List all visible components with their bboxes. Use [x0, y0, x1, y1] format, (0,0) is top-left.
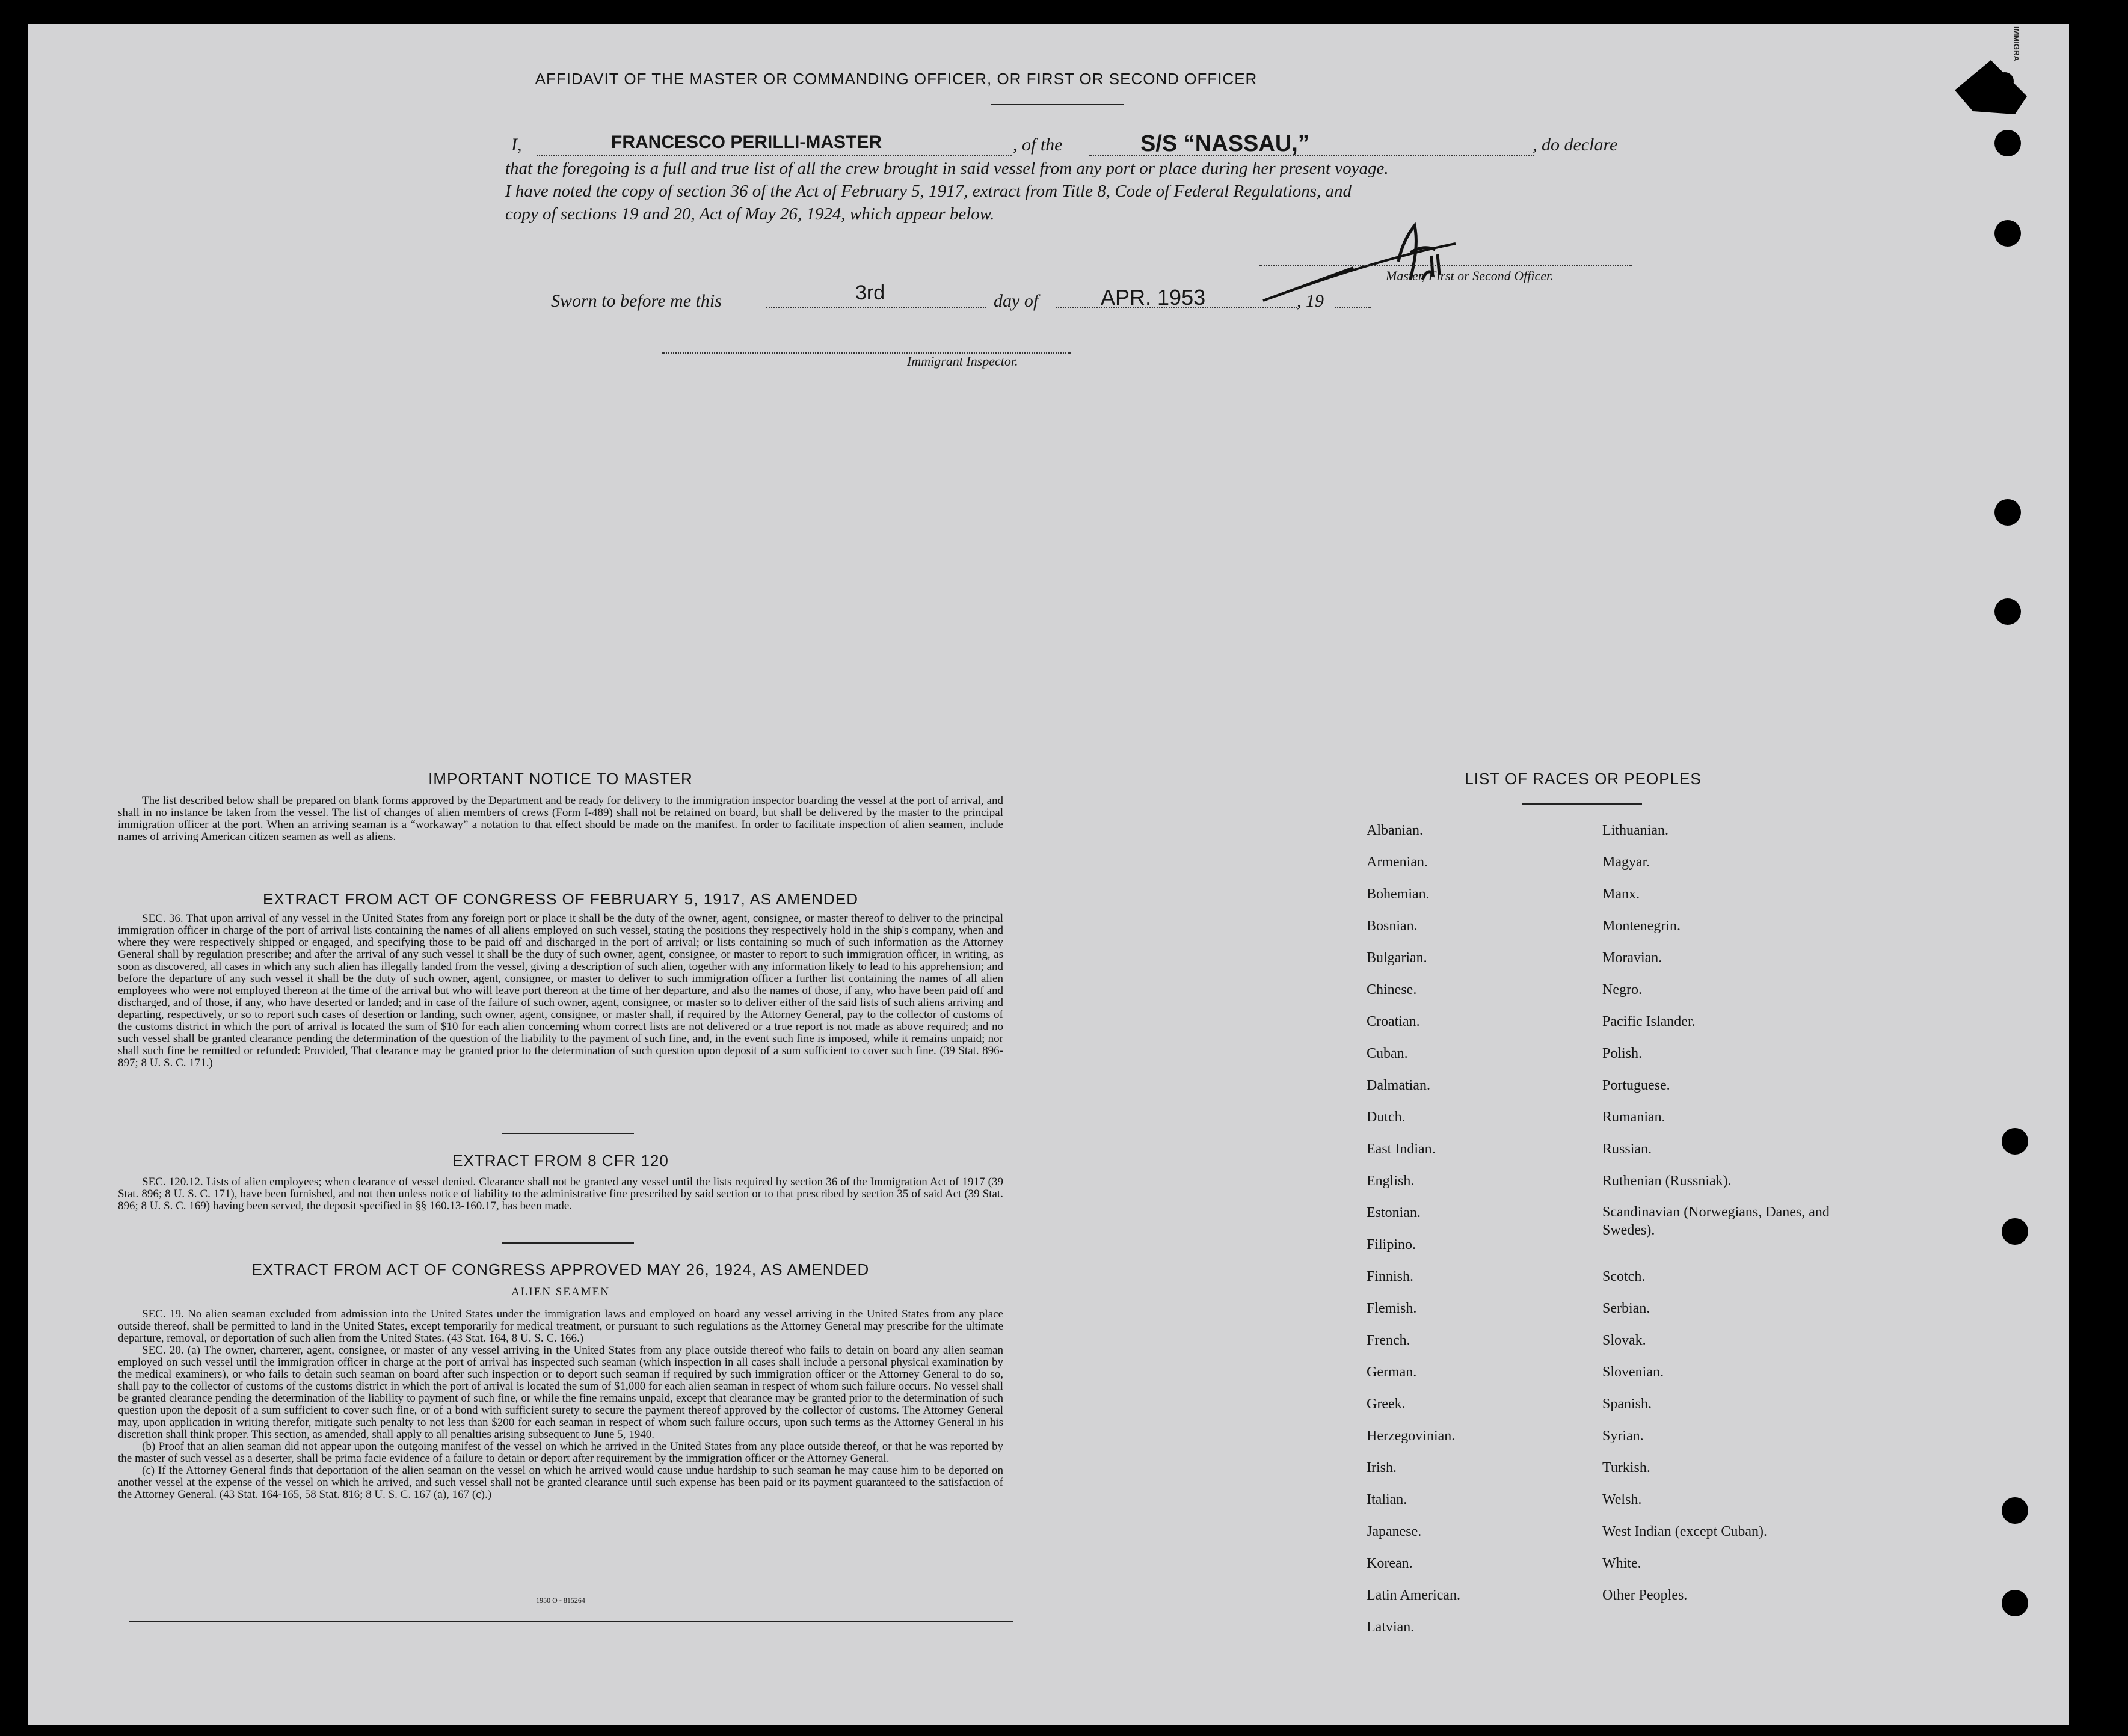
- print-code: 1950 O - 815264: [536, 1596, 585, 1604]
- title-rule: [991, 104, 1124, 105]
- race-item: Flemish.: [1367, 1301, 1417, 1316]
- cfr-title: EXTRACT FROM 8 CFR 120: [452, 1152, 669, 1170]
- do-declare-label: , do declare: [1533, 135, 1618, 155]
- punch-hole: [1996, 72, 2014, 90]
- sworn-day-value: 3rd: [855, 281, 885, 304]
- punch-hole: [1994, 598, 2021, 625]
- race-item: Manx.: [1602, 886, 1640, 902]
- declarant-name-line: [537, 154, 1012, 156]
- race-item: Herzegovinian.: [1367, 1428, 1456, 1444]
- races-title: LIST OF RACES OR PEOPLES: [1465, 770, 1702, 788]
- race-item: Filipino.: [1367, 1237, 1416, 1253]
- race-item: Welsh.: [1602, 1492, 1642, 1507]
- punch-hole: [1994, 220, 2021, 247]
- race-item: Serbian.: [1602, 1301, 1650, 1316]
- race-item: Moravian.: [1602, 950, 1662, 966]
- notice-title: IMPORTANT NOTICE TO MASTER: [428, 770, 693, 788]
- day-of-label: day of: [994, 291, 1039, 311]
- race-item: Lithuanian.: [1602, 823, 1668, 838]
- punch-hole: [2002, 1218, 2028, 1245]
- declarant-name-value: FRANCESCO PERILLI-MASTER: [611, 132, 882, 152]
- race-item: White.: [1602, 1556, 1641, 1571]
- race-item: Estonian.: [1367, 1205, 1421, 1221]
- race-item: Bohemian.: [1367, 886, 1430, 902]
- sec-19-text: SEC. 19. No alien seaman excluded from admission into the United States under the immigration laws and employed on board any vessel arriving in the United States from any place outside thereof, shall be permitted to land in the United States, except temporarily for medical treatment, or pursuant to such regulations as the Attorney General may prescribe for the ultimate departure, removal, or deportation of such alien from the United States. (43 Stat. 164, 8 U. S. C. 166.): [118, 1308, 1003, 1345]
- sworn-label: Sworn to before me this: [551, 291, 722, 311]
- punch-hole: [2002, 1128, 2028, 1155]
- notice-text: The list described below shall be prepared on blank forms approved by the Department and be ready for delivery to the immigration inspector boarding the vessel at the port of arrival, and shall in no instance be taken from the vessel. The list of changes of alien members of crews (Form I-489) shall not be retained on board, but shall be delivered by the master to the principal immigration officer at the port. When an arriving seaman is a “workaway” a notation to that effect should be made on the manifest. In order to facilitate inspection of alien seamen, include names of arriving American citizen seamen as well as aliens.: [118, 794, 1003, 843]
- sec-36-text: SEC. 36. That upon arrival of any vessel in the United States from any foreign port or place it shall be the duty of the owner, agent, consignee, or master thereof to deliver to the principal immigration officer in charge of the port of arrival lists containing the names of all aliens employed on such vessel, stating the positions they respectively hold in the ship's company, when and where they were respectively shipped or engaged, and specifying those to be paid off and discharged in the port of arrival; or lists containing so much of such information as the Attorney General shall by regulation prescribe; and after the arrival of any such vessel it shall be the duty of such owner, agent, consignee, or master to report to such immigration officer, in writing, as soon as discovered, all cases in which any such alien has illegally landed from the vessel, giving a description of such alien, together with any information likely to lead to his apprehension; and before the departure of any such vessel it shall be the duty of such owner, agent, consignee, or master to deliver to such immigration officer a further list containing the names of all alien employees who were not employed thereon at the time of the arrival but who will leave port thereon at the time of her departure, and also the names of those, if any, who have been paid off and discharged, and of those, if any, who have deserted or landed; and in case of the failure of such owner, agent, consignee, or master so to deliver either of the said lists of such aliens arriving and departing, respectively, or so to report such cases of desertion or landing, such owner, agent, consignee, or master shall, if required by the Attorney General, pay to the collector of customs of the customs district in which the port of arrival is located the sum of $10 for each alien concerning whom correct lists are not delivered or a true report is not made as above required; and no such vessel shall be granted clearance pending the determination of the question of the liability to the payment of such fine, and, in the event such fine is imposed, while it remains unpaid; nor shall such fine be remitted or refunded: Provided, That clearance may be granted prior to the determination of such question upon deposit of a sum sufficient to cover such fine. (39 Stat. 896-897; 8 U. S. C. 171.): [118, 912, 1003, 1069]
- cfr-body: [118, 1176, 1003, 1212]
- punch-hole: [2002, 1497, 2028, 1524]
- punch-hole: [1994, 499, 2021, 526]
- punch-hole: [1994, 130, 2021, 156]
- race-item: Croatian.: [1367, 1014, 1420, 1029]
- race-item: Montenegrin.: [1602, 918, 1681, 934]
- race-item: Korean.: [1367, 1556, 1413, 1571]
- race-item: Cuban.: [1367, 1046, 1408, 1061]
- act-1917-body: [118, 913, 1003, 1069]
- vessel-name-value: S/S “NASSAU,”: [1140, 131, 1309, 156]
- race-item: Irish.: [1367, 1460, 1397, 1476]
- inspector-label: Immigrant Inspector.: [907, 354, 1018, 369]
- sec-20c-text: (c) If the Attorney General finds that deportation of the alien seaman on the vessel on which he arrived would cause undue hardship to such seaman he may cause him to be deported on another vessel at the expense of the vessel on which he arrived, and such vessel shall not be granted clearance until such expense has been paid or its payment guaranteed to the satisfaction of the Attorney General. (43 Stat. 164-165, 58 Stat. 816; 8 U. S. C. 167 (a), 167 (c).): [118, 1464, 1003, 1501]
- race-item: Negro.: [1602, 982, 1642, 998]
- punch-hole: [2002, 1590, 2028, 1616]
- race-item: Russian.: [1602, 1141, 1652, 1157]
- declaration-line-4: copy of sections 19 and 20, Act of May 26, 1924, which appear below.: [505, 204, 995, 224]
- races-title-rule: [1522, 803, 1642, 805]
- race-item: Chinese.: [1367, 982, 1417, 998]
- race-item: Bulgarian.: [1367, 950, 1427, 966]
- race-item: Japanese.: [1367, 1524, 1422, 1539]
- race-item: English.: [1367, 1173, 1415, 1189]
- race-item: German.: [1367, 1364, 1417, 1380]
- race-item: Dutch.: [1367, 1109, 1406, 1125]
- race-item: Magyar.: [1602, 854, 1650, 870]
- race-item: Other Peoples.: [1602, 1587, 1688, 1603]
- race-item: Turkish.: [1602, 1460, 1650, 1476]
- race-item: Greek.: [1367, 1396, 1406, 1412]
- race-item: Spanish.: [1602, 1396, 1652, 1412]
- affidavit-title: AFFIDAVIT OF THE MASTER OR COMMANDING OFFICER, OR FIRST OR SECOND OFFICER: [535, 70, 1258, 88]
- race-item: Polish.: [1602, 1046, 1643, 1061]
- section-rule: [502, 1242, 634, 1244]
- signature-caption: Master, First or Second Officer.: [1386, 268, 1554, 283]
- race-item: Latvian.: [1367, 1619, 1415, 1635]
- sworn-year-line: [1335, 305, 1371, 308]
- race-item: Portuguese.: [1602, 1078, 1670, 1093]
- race-item: Italian.: [1367, 1492, 1407, 1507]
- declaration-line-3: I have noted the copy of section 36 of the Act of February 5, 1917, extract from Title 8, Code of Federal Regulations, and: [505, 182, 1352, 201]
- act-1917-title: EXTRACT FROM ACT OF CONGRESS OF FEBRUARY 5, 1917, AS AMENDED: [263, 890, 858, 908]
- bottom-rule: [129, 1621, 1013, 1622]
- race-item: Pacific Islander.: [1602, 1014, 1696, 1029]
- act-1924-title: EXTRACT FROM ACT OF CONGRESS APPROVED MAY 26, 1924, AS AMENDED: [251, 1260, 870, 1278]
- corner-stamp: IMMIGRA: [2012, 26, 2021, 61]
- race-item: Rumanian.: [1602, 1109, 1665, 1125]
- race-item: French.: [1367, 1333, 1410, 1348]
- race-item: Scotch.: [1602, 1269, 1646, 1284]
- races-right-column: [1602, 815, 1861, 1612]
- notice-body: [118, 795, 1003, 843]
- race-item: Latin American.: [1367, 1587, 1460, 1603]
- race-item: Albanian.: [1367, 823, 1423, 838]
- year-label: , 19: [1297, 291, 1324, 311]
- race-item: Scandinavian (Norwegians, Danes, and Swedes).: [1602, 1204, 1830, 1238]
- race-item: Ruthenian (Russniak).: [1602, 1173, 1732, 1189]
- act-1924-body: [118, 1308, 1003, 1501]
- race-item: Syrian.: [1602, 1428, 1644, 1444]
- races-left-column: [1367, 815, 1460, 1643]
- torn-corner-shape: [1949, 54, 2033, 120]
- alien-seamen-subtitle: ALIEN SEAMEN: [511, 1286, 610, 1298]
- race-item: Slovenian.: [1602, 1364, 1664, 1380]
- race-item: Bosnian.: [1367, 918, 1418, 934]
- signature-line: [1259, 263, 1632, 266]
- race-item: Armenian.: [1367, 854, 1428, 870]
- sworn-day-line: [766, 305, 986, 308]
- declarant-i-label: I,: [511, 135, 522, 155]
- sec-20b-text: (b) Proof that an alien seaman did not appear upon the outgoing manifest of the vessel on which he arrived in the United States from any place outside thereof, or that he was reported by the master of such vessel as a deserter, shall be prima facie evidence of a failure to detain or deport after requirement by the immigration officer or the Attorney General.: [118, 1440, 1003, 1465]
- sworn-month-value: APR. 1953: [1101, 285, 1206, 310]
- declaration-line-2: that the foregoing is a full and true list of all the crew brought in said vessel from any port or place during her present voyage.: [505, 159, 1389, 178]
- sec-120-12-text: SEC. 120.12. Lists of alien employees; when clearance of vessel denied. Clearance shall not be granted any vessel until the lists required by section 36 of the Immigration Act of 1917 (39 Stat. 896; 8 U. S. C. 171), have been furnished, and not then unless notice of liability to the administrative fine prescribed by said section or to that prescribed by section 35 of said Act (39 Stat. 896; 8 U. S. C. 169) having been served, the deposit specified in §§ 160.13-160.17, has been made.: [118, 1176, 1003, 1212]
- section-rule: [502, 1133, 634, 1134]
- race-item: Dalmatian.: [1367, 1078, 1430, 1093]
- race-item: West Indian (except Cuban).: [1602, 1524, 1767, 1539]
- of-the-label: , of the: [1013, 135, 1063, 155]
- sec-20a-text: SEC. 20. (a) The owner, charterer, agent, consignee, or master of any vessel arriving in the United States from any place outside thereof who fails to detain on board any alien seaman employed on such vessel until the immigration officer in charge at the port of arrival has inspected such seaman (which inspection in all cases shall include a personal physical examination by the medical examiners), or who fails to detain such seaman on board after such inspection or to deport such seaman if required by such immigration officer or the Attorney General to do so, shall pay to the collector of customs of the customs district in which the port of arrival is located the sum of $1,000 for each alien seaman in respect of whom such failure occurs. No vessel shall be granted clearance pending the determination of the liability to payment of such fine, or while the fine remains unpaid, except that clearance may be granted prior to the determination of such question upon the deposit of a sum sufficient to cover such fine, or of a bond with sufficient surety to secure the payment thereof approved by the collector of customs. The Attorney General may, upon application in writing therefor, mitigate such penalty to not less than $200 for each seaman in respect of whom such failure occurs, upon such terms as the Attorney General in his discretion shall think proper. This section, as amended, shall apply to all penalties arising subsequent to June 5, 1940.: [118, 1344, 1003, 1441]
- race-item: East Indian.: [1367, 1141, 1436, 1157]
- race-item: Finnish.: [1367, 1269, 1414, 1284]
- race-item: Slovak.: [1602, 1333, 1646, 1348]
